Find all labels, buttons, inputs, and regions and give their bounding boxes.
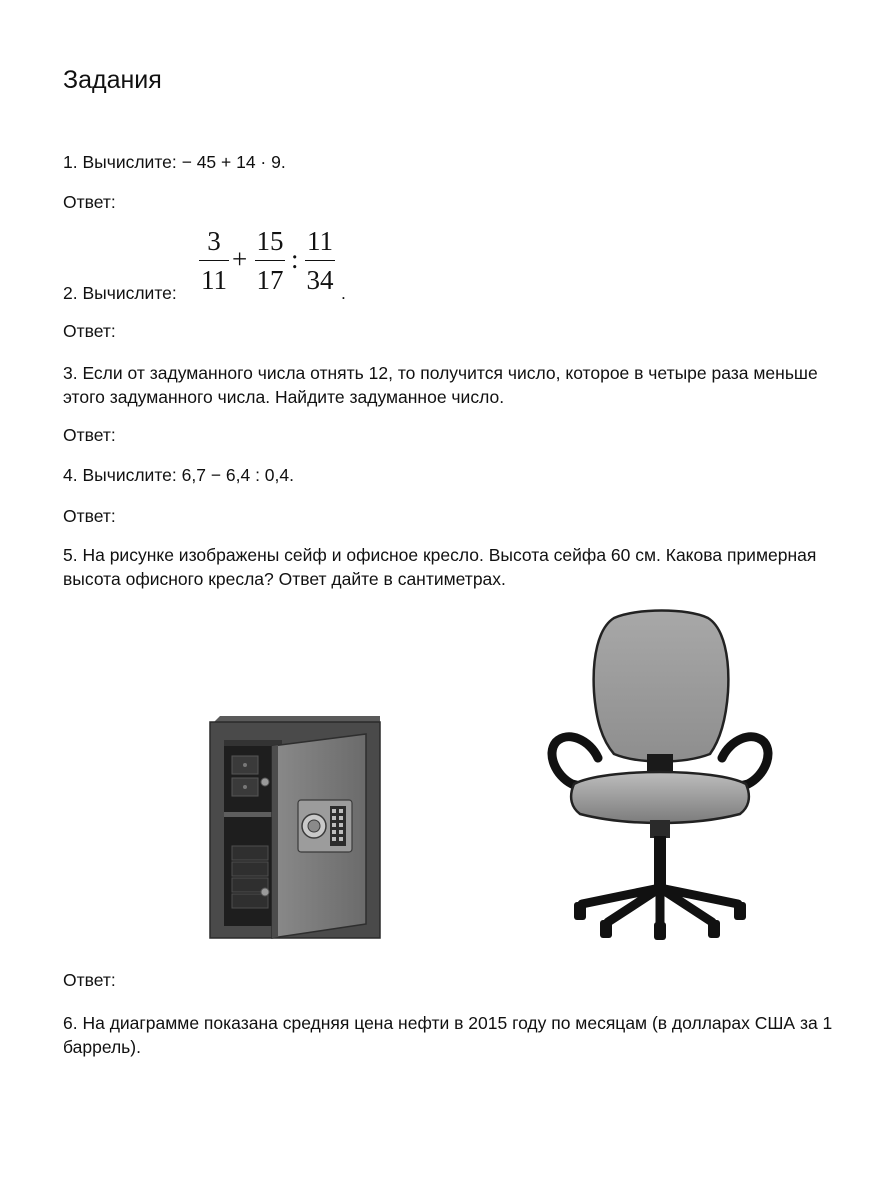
fraction-1-numerator: 3 — [207, 226, 221, 256]
task-1-answer-label: Ответ: — [63, 192, 116, 212]
task-2-suffix: . — [341, 283, 346, 303]
task-4-answer-label: Ответ: — [63, 506, 116, 526]
task-2-prefix: 2. Вычислите: — [63, 283, 177, 303]
fraction-2-bar — [255, 260, 285, 261]
fraction-1-bar — [199, 260, 229, 261]
task-5-text: 5. На рисунке изображены сейф и офисное кресло. Высота сейфа 60 см. Какова примерная высота офисного кресла? Ответ дайте в сантиметрах. — [63, 545, 817, 589]
page-title: Задания — [63, 66, 162, 94]
divide-operator: : — [291, 244, 299, 274]
fraction-3-numerator: 11 — [307, 226, 333, 256]
fraction-1-denominator: 11 — [201, 265, 227, 295]
fraction-2-denominator: 17 — [256, 265, 284, 295]
plus-operator: + — [232, 244, 248, 274]
office-chair-illustration — [544, 608, 776, 944]
fraction-3-bar — [305, 260, 335, 261]
safe-illustration — [208, 716, 382, 942]
task-1-text: 1. Вычислите: − 45 + 14 · 9. — [63, 152, 286, 172]
task-2-answer-label: Ответ: — [63, 321, 116, 341]
task-3-text: 3. Если от задуманного числа отнять 12, то получится число, которое в четыре раза меньше этого задуманного числа. Найдите задуманное число. — [63, 363, 818, 407]
task-6-text: 6. На диаграмме показана средняя цена нефти в 2015 году по месяцам (в долларах США за 1 баррель). — [63, 1013, 833, 1057]
task-4-text: 4. Вычислите: 6,7 − 6,4 : 0,4. — [63, 465, 294, 485]
task-3-answer-label: Ответ: — [63, 425, 116, 445]
fraction-3-denominator: 34 — [306, 265, 334, 295]
fraction-2-numerator: 15 — [256, 226, 284, 256]
task-5-answer-label: Ответ: — [63, 970, 116, 990]
